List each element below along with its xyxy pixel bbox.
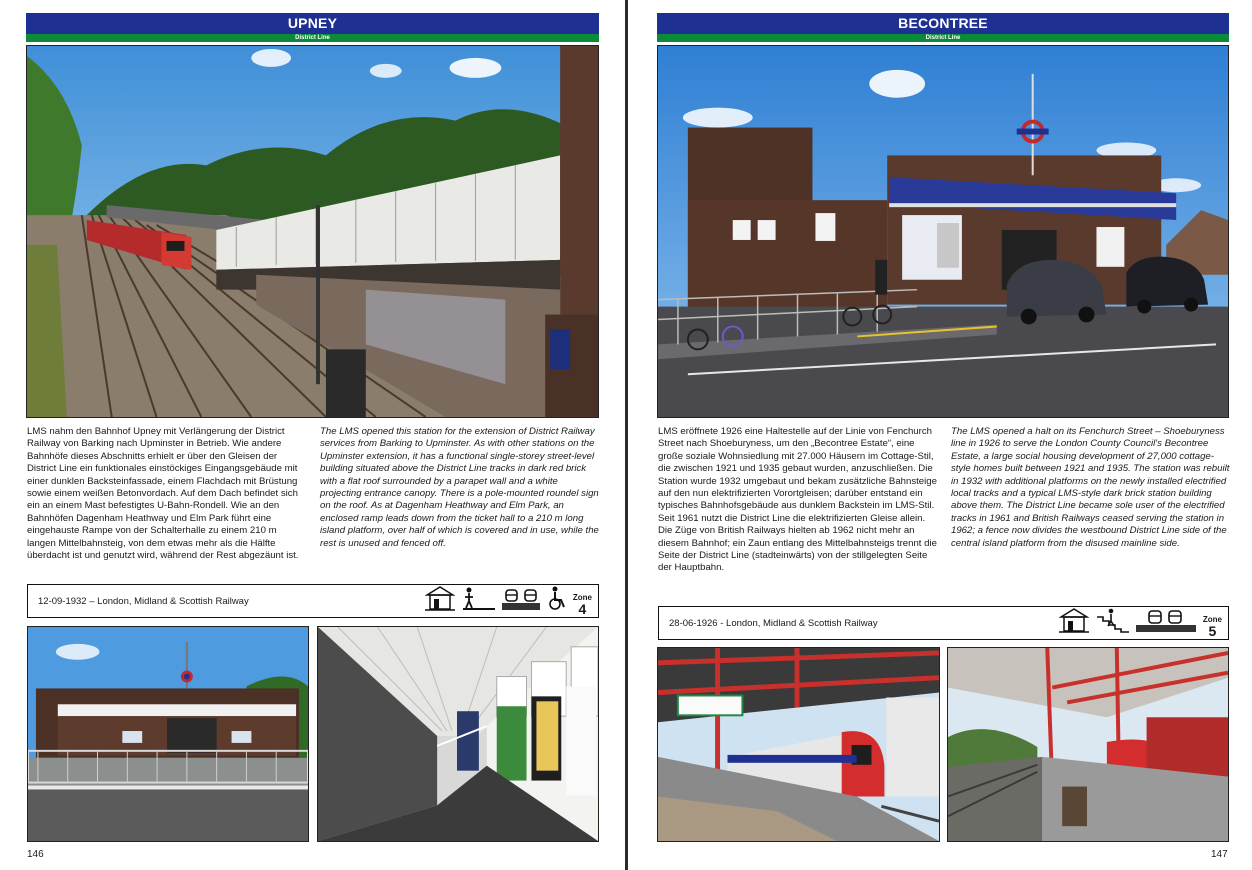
station-info-box [27, 584, 599, 618]
german-description: LMS eröffnete 1926 eine Haltestelle auf der Linie von Fenchurch Street nach Shoeburyness, um den „Becontree Estate“, eine große soziale Wohnsiedlung mit 27.000 Häusern im Cottage-Stil, die zwischen 1921 und 1935 gebaut wurden, anzuschließen. Die Station wurde 1932 umgebaut und bekam zusätzliche Bahnsteige auf den nun elektrifizierten Vorortgleisen; darüber entstand ein typisches Bahnhofsgebäude aus dunklem Backstein im LMS-Stil. Seit 1961 nutzt die District Line die elektrifizierten Gleise allein. Die Züge von British Railways hielten ab 1962 nicht mehr an diesem Bahnhof; ein Zaun entlang des Mittelbahnsteigs trennt die Seite der District Line (stadteinwärts) von der stillgelegten Seite der Hauptbahn. [658, 426, 937, 574]
step-free-street-icon [461, 585, 495, 616]
station-header [657, 13, 1229, 41]
zone-label: Zone [1202, 615, 1222, 624]
page-number: 146 [27, 849, 44, 860]
zone-label: Zone [572, 593, 592, 602]
english-description: The LMS opened this station for the extension of District Railway services from Barking to Upminster. As with other stations on the Upminster extension, it has a functional single-storey street-level building situated above the District Line tracks in dark red brick with a flat roof surrounded by a parapet wall and a white projecting entrance canopy. There is a pole-mounted roundel sign on the roof. As at Dagenham Heathway and Elm Park, an enclosed ramp leads down from the ticket hall to a 210 m long island platform, over half of which is covered and in use, while the rest is unused and fenced off. [320, 426, 599, 549]
page-number: 147 [1211, 849, 1228, 860]
line-name: District Line [657, 34, 1229, 42]
fare-zone [573, 594, 592, 616]
station-building-icon [1059, 607, 1089, 638]
stairs-icon [1095, 607, 1129, 638]
right-page [628, 0, 1252, 870]
fare-zone [1203, 616, 1222, 638]
station-building-icon [425, 585, 455, 616]
zone-number: 5 [1208, 623, 1217, 639]
main-photo-station-building [657, 45, 1229, 418]
photo-platform-train [657, 647, 940, 842]
trains-platform-icon [1135, 607, 1197, 638]
station-title: BECONTREE [657, 13, 1229, 34]
english-description: The LMS opened a halt on its Fenchurch Street – Shoeburyness line in 1926 to serve the London County Council's Becontree Estate, a large social housing development of 27,000 cottage-style homes built between 1921 and 1935. The station was rebuilt in 1932 with additional platforms on the newly installed electrified local tracks and a typical LMS-style dark brick station building above them. The District Line became sole user of the electrified tracks in 1961 and British Railways ceased serving the station in 1962; a fence now divides the westbound District Line side of the central island platform from the disused mainline side. [951, 426, 1230, 549]
opening-date: 12-09-1932 – London, Midland & Scottish Railway [38, 596, 249, 607]
opening-date: 28-06-1926 - London, Midland & Scottish Railway [669, 618, 878, 629]
station-title: UPNEY [26, 13, 599, 34]
photo-station-building [27, 626, 309, 842]
wheelchair-icon [547, 585, 567, 616]
station-info-box [658, 606, 1229, 640]
facility-icons [425, 588, 592, 616]
main-photo-tracks [26, 45, 599, 418]
trains-platform-icon [501, 585, 541, 616]
photo-enclosed-ramp [317, 626, 599, 842]
line-name: District Line [26, 34, 599, 42]
photo-island-platform [947, 647, 1229, 842]
facility-icons [1059, 610, 1222, 638]
station-header [26, 13, 599, 41]
zone-number: 4 [578, 601, 587, 617]
german-description: LMS nahm den Bahnhof Upney mit Verlängerung der District Railway von Barking nach Upminster in Betrieb. Wie andere Bahnhöfe dieses Abschnitts erhielt er über den Gleisen der District Line ein funktionales einstöckiges Eingangsgebäude mit einer dunklen Backsteinfassade, einem Flachdach mit Brüstung sowie einem weißen Betonvordach. Auf dem Dach befindet sich ein an einem Mast befestigtes U-Bahn-Rondell. Wie an den Bahnhöfen Dagenham Heathway und Elm Park führt eine eingehauste Rampe von der Schalterhalle zu einem 210 m langen Mittelbahnsteig, von dem etwas mehr als die Hälfte überdacht ist und genutzt wird, während der Rest abgezäunt ist. [27, 426, 299, 562]
